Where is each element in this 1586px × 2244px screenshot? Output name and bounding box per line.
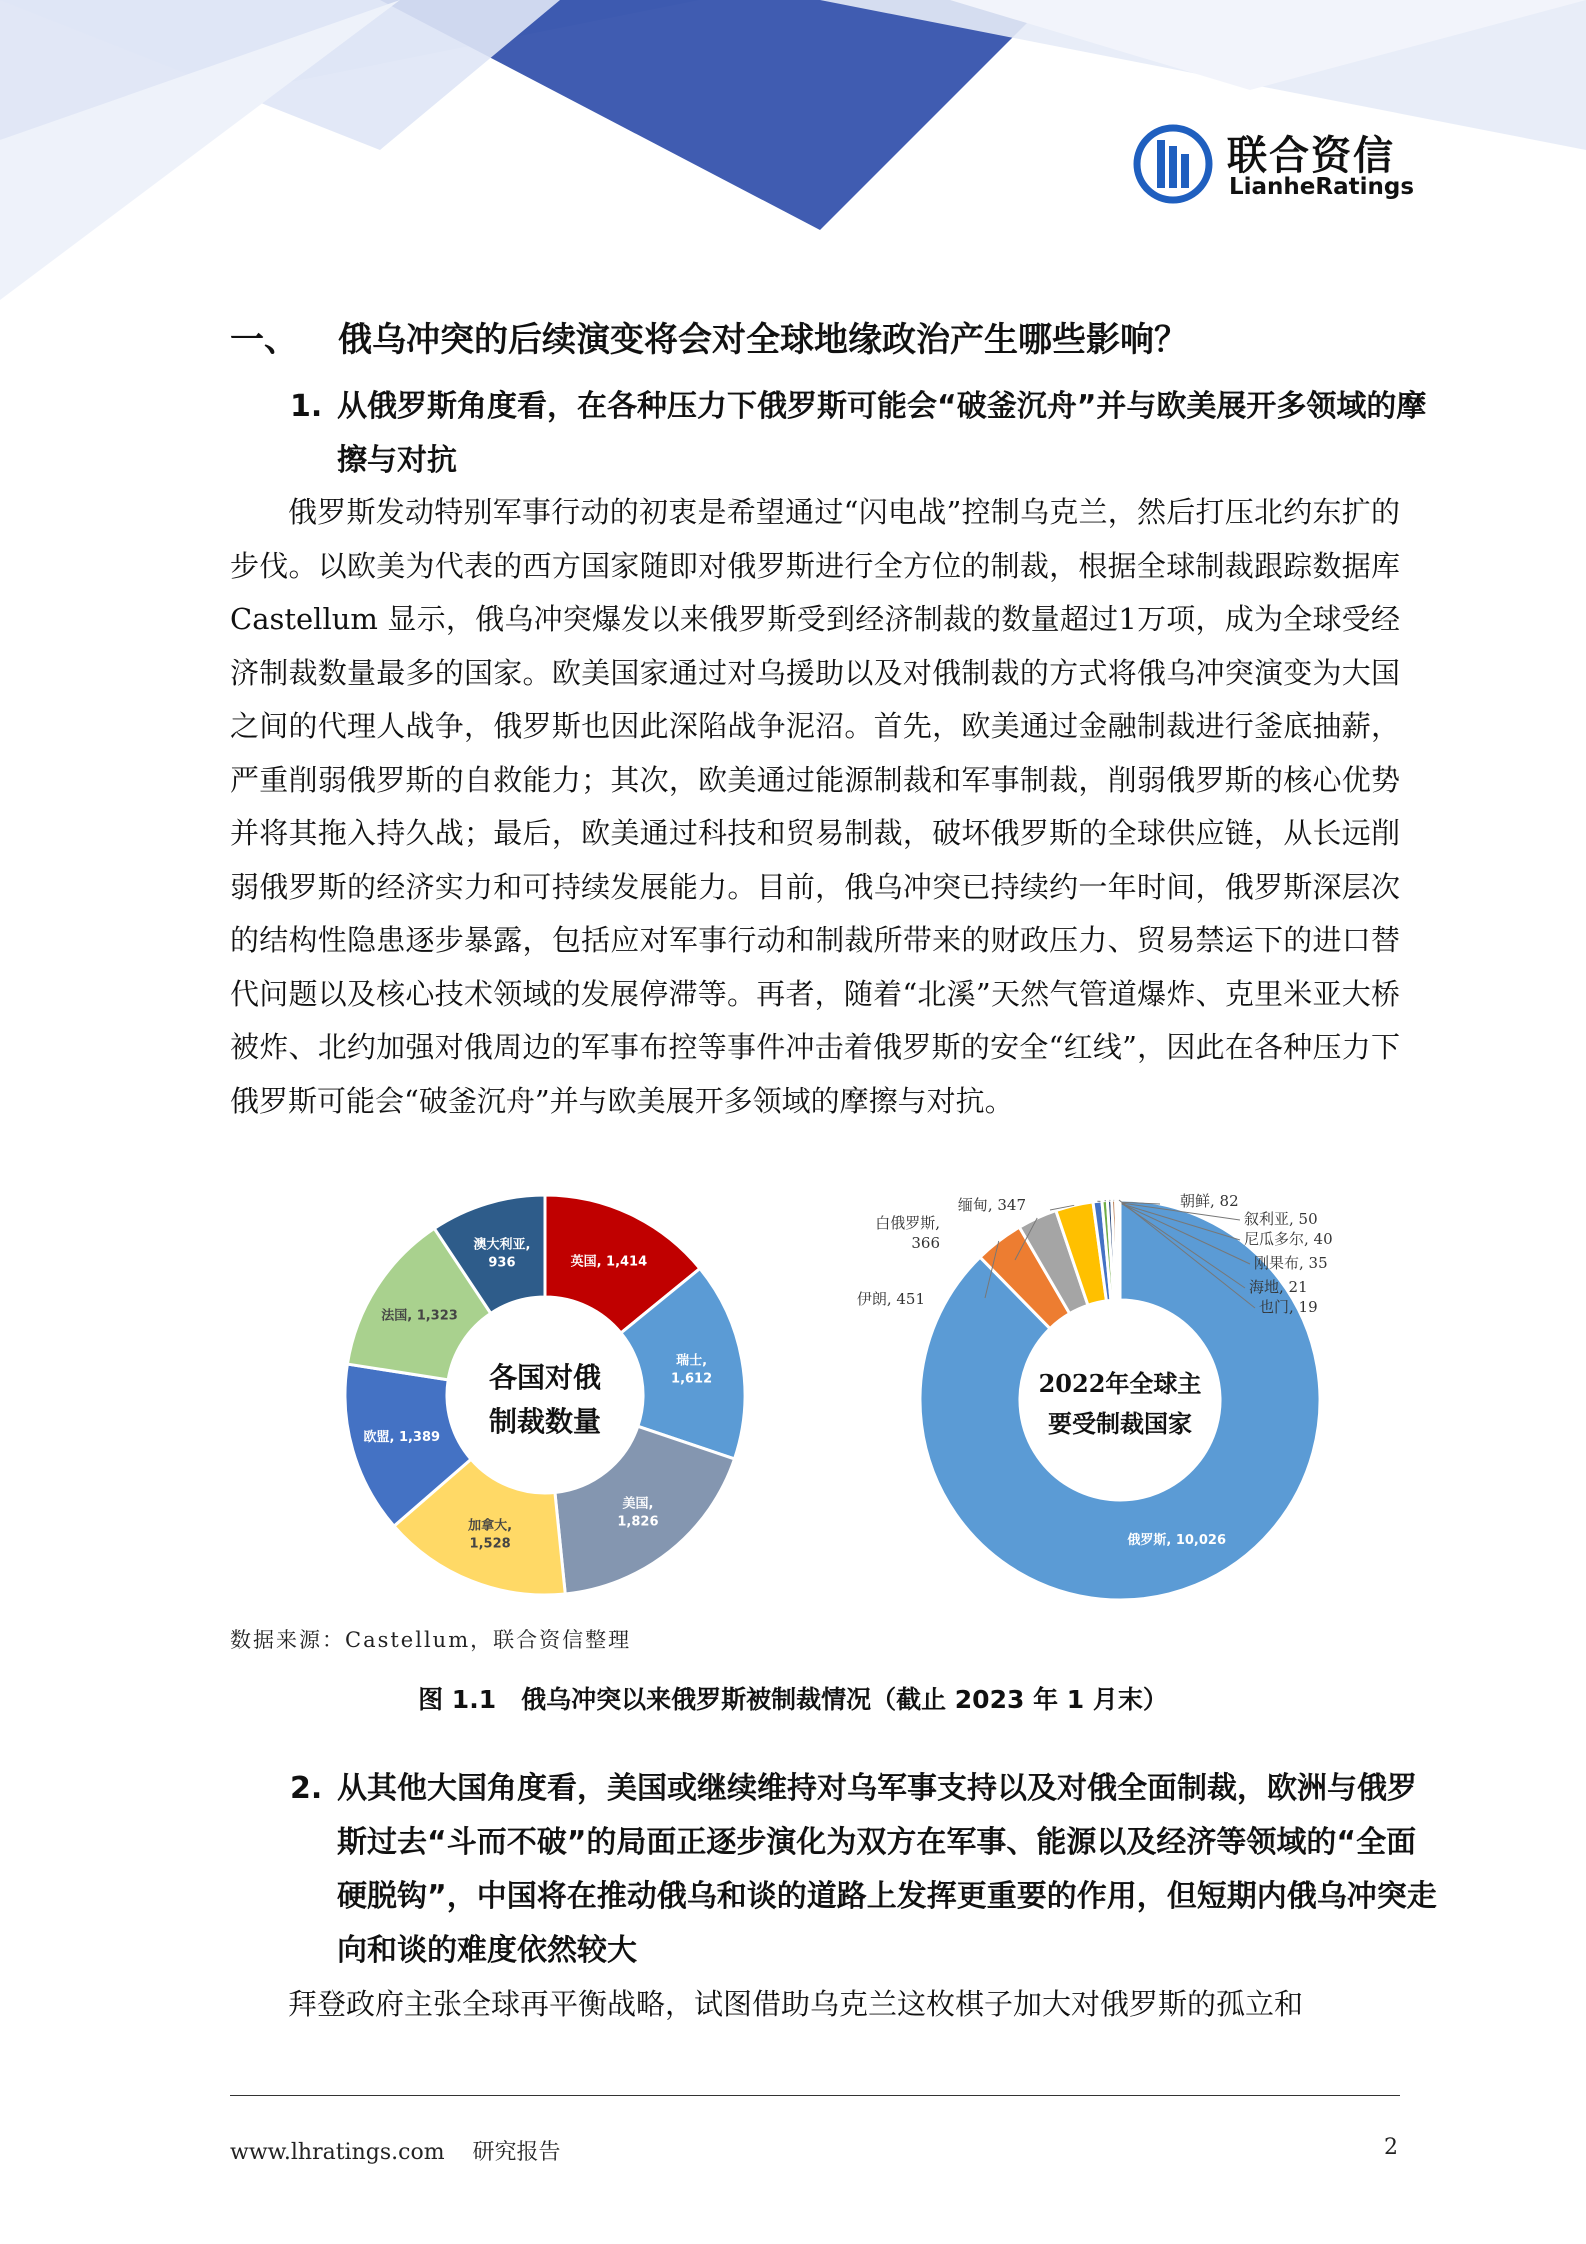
callout-label-叙利亚: 叙利亚, 50 xyxy=(1244,1210,1318,1228)
logo-text-en: LianheRatings xyxy=(1229,174,1415,200)
callout-label-海地: 海地, 21 xyxy=(1249,1278,1308,1296)
footer-label: 研究报告 xyxy=(472,2140,561,2165)
figure-caption: 图 1.1 俄乌冲突以来俄罗斯被制裁情况（截止 2023 年 1 月末） xyxy=(418,1685,1168,1714)
slice-label-俄罗斯: 俄罗斯, 10,026 xyxy=(1127,1532,1227,1548)
footer-left xyxy=(230,2135,561,2166)
lianhe-logo-icon xyxy=(1133,124,1213,204)
subsection-2-number: 2. xyxy=(290,1771,323,1806)
slice-value-加拿大: 1,528 xyxy=(469,1536,511,1552)
callout-label-伊朗: 伊朗, 451 xyxy=(856,1290,925,1308)
section-number: 一、 xyxy=(230,320,298,360)
center-label-line1: 各国对俄 xyxy=(488,1361,602,1394)
subsection-2-heading xyxy=(290,1762,1437,1978)
center-label-line2: 制裁数量 xyxy=(488,1405,602,1438)
subsection-2-title: 从其他大国角度看，美国或继续维持对乌军事支持以及对俄全面制裁，欧洲与俄罗斯过去“斗而不破”的局面正逐步演化为双方在军事、能源以及经济等领域的“全面硬脱钩”，中国将在推动俄乌和谈的道路上发挥更重要的作用，但短期内俄乌冲突走向和谈的难度依然较大 xyxy=(337,1771,1437,1968)
page-number: 2 xyxy=(1384,2135,1398,2160)
company-logo xyxy=(1133,124,1423,204)
paragraph-2: 拜登政府主张全球再平衡战略，试图借助乌克兰这枚棋子加大对俄罗斯的孤立和 xyxy=(288,1987,1304,2021)
slice-也门 xyxy=(1118,1200,1120,1300)
sanctions-by-country-donut-chart xyxy=(320,1180,760,1620)
data-source: 数据来源：Castellum，联合资信整理 xyxy=(230,1628,632,1652)
slice-label-澳大利亚: 澳大利亚, xyxy=(473,1237,531,1253)
callout-label-刚果布: 刚果布, 35 xyxy=(1254,1254,1328,1272)
center-label-line2: 要受制裁国家 xyxy=(1048,1409,1192,1438)
footer-url[interactable]: www.lhratings.com xyxy=(230,2140,445,2165)
slice-label-法国: 法国, 1,323 xyxy=(381,1308,458,1324)
callout-label-尼瓜多尔: 尼瓜多尔, 40 xyxy=(1244,1230,1333,1248)
subsection-1-title: 从俄罗斯角度看，在各种压力下俄罗斯可能会“破釜沉舟”并与欧美展开多领域的摩擦与对抗 xyxy=(337,389,1427,478)
slice-label-英国: 英国, 1,414 xyxy=(570,1254,648,1270)
slice-label-美国: 美国, xyxy=(622,1496,654,1512)
slice-label-加拿大: 加拿大, xyxy=(468,1518,513,1534)
logo-text-cn: 联合资信 xyxy=(1227,133,1395,179)
subsection-1-number: 1. xyxy=(290,389,323,424)
callout-label-白俄罗斯: 白俄罗斯, xyxy=(875,1214,940,1232)
slice-value-瑞士: 1,612 xyxy=(671,1371,713,1387)
slice-label-瑞士: 瑞士, xyxy=(676,1353,708,1369)
callout-value-白俄罗斯: 366 xyxy=(911,1234,940,1252)
footer-divider xyxy=(230,2095,1400,2096)
callout-label-也门: 也门, 19 xyxy=(1259,1298,1318,1316)
slice-value-澳大利亚: 936 xyxy=(488,1255,516,1271)
callout-label-朝鲜: 朝鲜, 82 xyxy=(1180,1192,1239,1210)
slice-value-美国: 1,826 xyxy=(617,1514,659,1530)
section-title: 俄乌冲突的后续演变将会对全球地缘政治产生哪些影响？ xyxy=(338,320,1188,360)
subsection-1-heading xyxy=(290,380,1437,488)
section-heading xyxy=(230,312,1188,361)
callout-label-缅甸: 缅甸, 347 xyxy=(957,1196,1026,1214)
center-label-line1: 2022年全球主 xyxy=(1038,1369,1202,1398)
slice-label-欧盟: 欧盟, 1,389 xyxy=(363,1430,441,1446)
paragraph-1: 俄罗斯发动特别军事行动的初衷是希望通过“闪电战”控制乌克兰，然后打压北约东扩的步伐。以欧美为代表的西方国家随即对俄罗斯进行全方位的制裁，根据全球制裁跟踪数据库 Castellum 显示，俄乌冲突爆发以来俄罗斯受到经济制裁的数量超过1万项，成为全球受经济制裁数量最多的国家。欧美国家通过对乌援助以及对俄制裁的方式将俄乌冲突演变为大国之间的代理人战争，俄罗斯也因此深陷战争泥沼。首先，欧美通过金融制裁进行釜底抽薪，严重削弱俄罗斯的自救能力；其次，欧美通过能源制裁和军事制裁，削弱俄罗斯的核心优势并将其拖入持久战；最后，欧美通过科技和贸易制裁，破坏俄罗斯的全球供应链，从长远削弱俄罗斯的经济实力和可持续发展能力。目前，俄乌冲突已持续约一年时间，俄罗斯深层次的结构性隐患逐步暴露，包括应对军事行动和制裁所带来的财政压力、贸易禁运下的进口替代问题以及核心技术领域的发展停滞等。再者，随着“北溪”天然气管道爆炸、克里米亚大桥被炸、北约加强对俄周边的军事布控等事件冲击着俄罗斯的安全“红线”，因此在各种压力下俄罗斯可能会“破釜沉舟”并与欧美展开多领域的摩擦与对抗。 xyxy=(230,495,1400,1118)
sanctioned-countries-donut-chart xyxy=(830,1180,1390,1620)
